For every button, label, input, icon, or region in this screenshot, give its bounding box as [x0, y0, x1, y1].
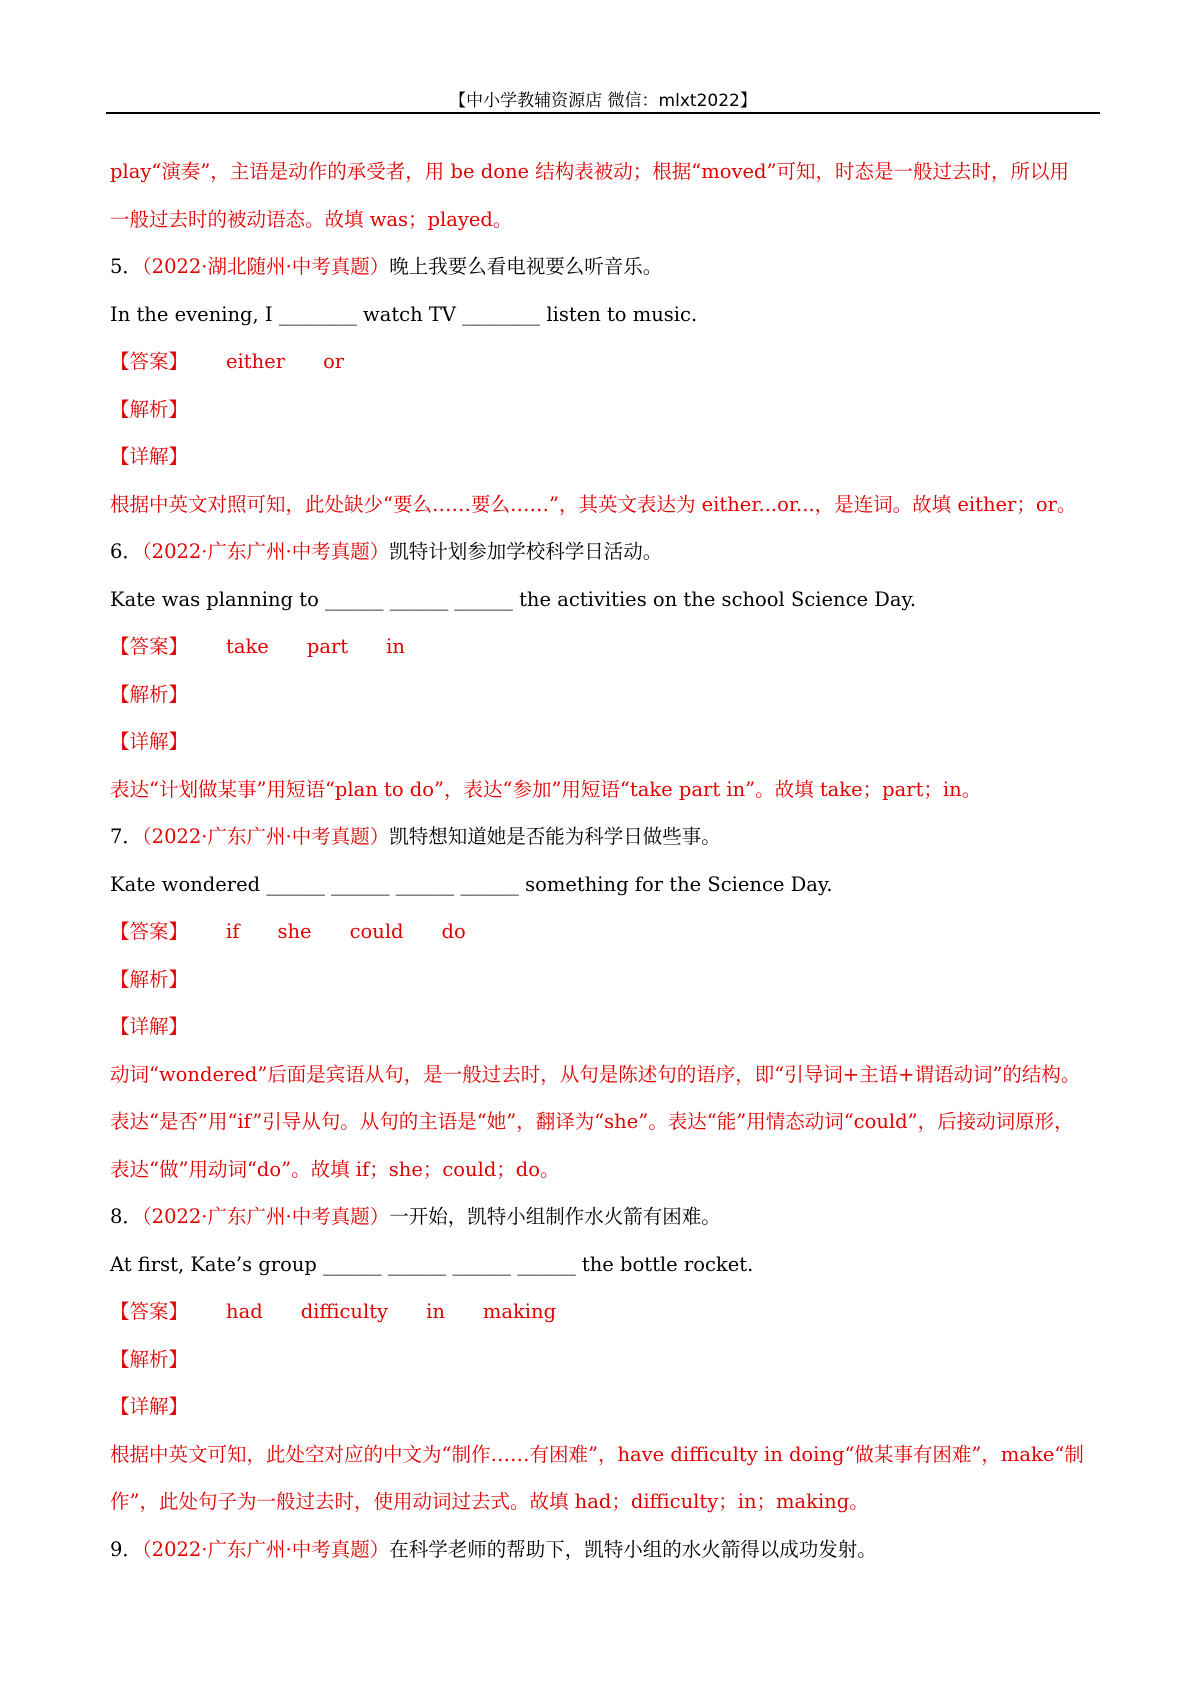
- answer-word: if: [226, 920, 240, 943]
- question-number: 6．: [110, 540, 142, 563]
- question-8-heading: [110, 1193, 1100, 1241]
- detail-label: 【详解】: [110, 445, 189, 468]
- answer-word: do: [441, 920, 466, 943]
- question-number: 5．: [110, 255, 142, 278]
- question-number: 9．: [110, 1537, 142, 1561]
- detail-text: 根据中英文对照可知，此处缺少“要么……要么……”，其英文表达为 either...or...，是连词。故填 either；or。: [110, 492, 1077, 516]
- question-6-english: Kate was planning to ______ ______ ______ the activities on the school Science Day.: [110, 587, 917, 611]
- explanation-line: 一般过去时的被动语态。故填 was；played。: [110, 207, 513, 231]
- explanation-line: play“演奏”，主语是动作的承受者，用 be done 结构表被动；根据“moved”可知，时态是一般过去时，所以用: [110, 160, 1069, 183]
- question-7-english: Kate wondered ______ ______ ______ ______ something for the Science Day.: [110, 872, 833, 896]
- question-5-english: In the evening, I ________ watch TV ________ listen to music.: [110, 302, 698, 326]
- answer-word: take: [226, 635, 269, 658]
- answer-label: 【答案】: [110, 350, 189, 373]
- answer-label: 【答案】: [110, 635, 189, 658]
- question-number: 8．: [110, 1205, 142, 1228]
- question-source: （2022·湖北随州·中考真题）: [141, 255, 390, 278]
- header-divider: [106, 112, 1100, 114]
- detail-label: 【详解】: [110, 1395, 189, 1418]
- detail-text: 动词“wondered”后面是宾语从句，是一般过去时，从句是陈述句的语序，即“引导词+主语+谓语动词”的结构。: [110, 1062, 1081, 1086]
- answer-word: in: [386, 635, 405, 658]
- question-7-heading: [110, 813, 1100, 861]
- question-6-heading: [110, 528, 1100, 576]
- answer-label: 【答案】: [110, 1300, 189, 1323]
- answer-word: part: [306, 635, 349, 658]
- question-5-answer: [110, 338, 1100, 386]
- analysis-label: 【解析】: [110, 1347, 189, 1371]
- answer-word: in: [426, 1300, 445, 1323]
- detail-text: 根据中英文可知，此处空对应的中文为“制作……有困难”，have difficulty in doing“做某事有困难”，make“制: [110, 1442, 1084, 1466]
- analysis-label: 【解析】: [110, 682, 189, 706]
- answer-word: could: [349, 920, 404, 943]
- detail-text: 表达“是否”用“if”引导从句。从句的主语是“她”，翻译为“she”。表达“能”用情态动词“could”，后接动词原形，: [110, 1110, 1074, 1133]
- question-8-answer: [110, 1288, 1100, 1336]
- answer-word: making: [482, 1300, 557, 1323]
- question-chinese: 一开始，凯特小组制作水火箭有困难。: [389, 1205, 721, 1228]
- answer-word: she: [277, 920, 312, 943]
- question-source: （2022·广东广州·中考真题）: [141, 1205, 390, 1228]
- detail-text: 表达“做”用动词“do”。故填 if；she；could；do。: [110, 1157, 560, 1181]
- document-body: [110, 148, 1100, 1573]
- answer-label: 【答案】: [110, 920, 189, 943]
- page-header: 【中小学教辅资源店 微信：mlxt2022】: [449, 91, 757, 111]
- question-source: （2022·广东广州·中考真题）: [141, 1537, 390, 1561]
- question-9-heading: [110, 1526, 1100, 1574]
- detail-text: 表达“计划做某事”用短语“plan to do”，表达“参加”用短语“take part in”。故填 take；part；in。: [110, 777, 982, 801]
- detail-text: 作”，此处句子为一般过去时，使用动词过去式。故填 had；difficulty；in；making。: [110, 1490, 869, 1513]
- question-8-english: At first, Kate’s group ______ ______ ______ ______ the bottle rocket.: [110, 1252, 754, 1276]
- question-7-answer: [110, 908, 1100, 956]
- question-source: （2022·广东广州·中考真题）: [141, 825, 390, 848]
- question-chinese: 凯特计划参加学校科学日活动。: [389, 540, 663, 563]
- question-chinese: 凯特想知道她是否能为科学日做些事。: [389, 825, 721, 848]
- detail-label: 【详解】: [110, 1015, 189, 1038]
- answer-word: difficulty: [300, 1300, 389, 1323]
- question-number: 7．: [110, 825, 142, 848]
- answer-word: either: [226, 350, 286, 373]
- answer-word: had: [226, 1300, 263, 1323]
- analysis-label: 【解析】: [110, 397, 189, 421]
- analysis-label: 【解析】: [110, 967, 189, 991]
- answer-word: or: [323, 350, 345, 373]
- detail-label: 【详解】: [110, 730, 189, 753]
- question-6-answer: [110, 623, 1100, 671]
- question-chinese: 在科学老师的帮助下，凯特小组的水火箭得以成功发射。: [389, 1537, 877, 1561]
- question-chinese: 晚上我要么看电视要么听音乐。: [389, 255, 663, 278]
- question-5-heading: [110, 243, 1100, 291]
- question-source: （2022·广东广州·中考真题）: [141, 540, 390, 563]
